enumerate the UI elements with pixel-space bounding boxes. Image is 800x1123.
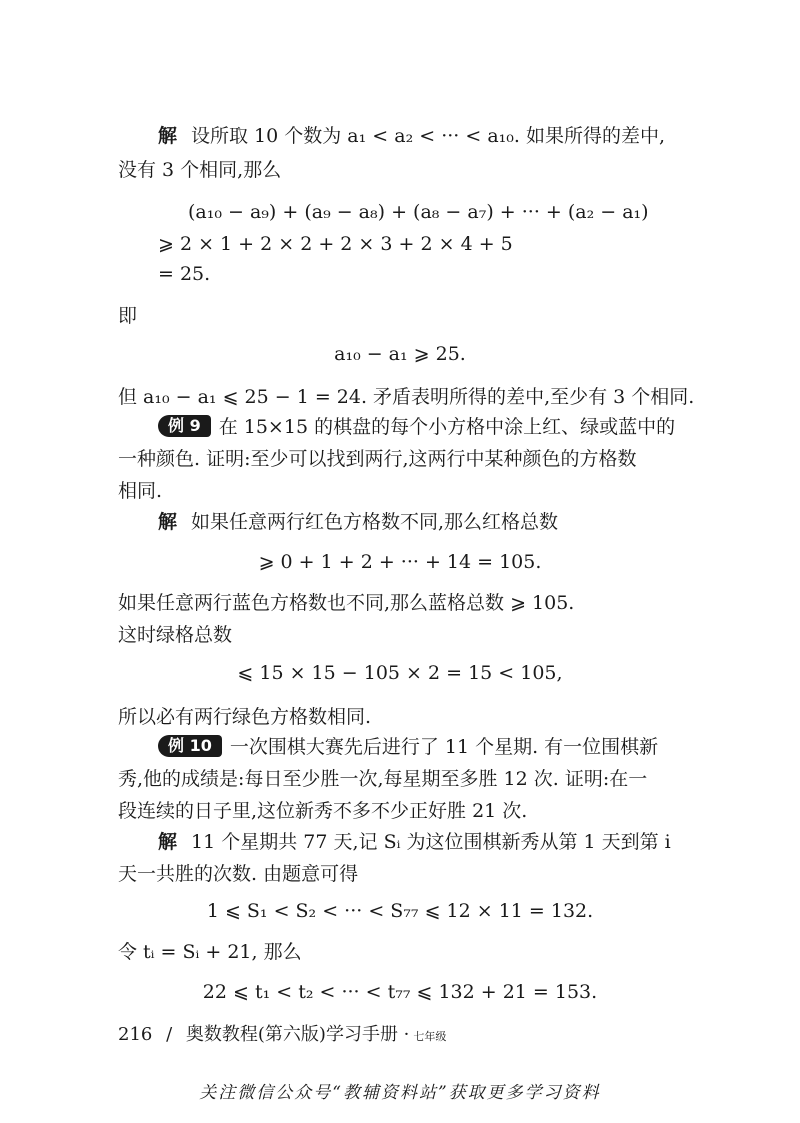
equation-line: ⩾ 2 × 1 + 2 × 2 + 2 × 3 + 2 × 4 + 5 [158,233,513,255]
example-9-line [158,413,730,441]
page-footer [118,1022,446,1050]
equation-line: ⩾ 0 + 1 + 2 + ··· + 14 = 105. [258,551,542,573]
text-line: 如果任意两行蓝色方格数也不同,那么蓝格总数 ⩾ 105. [118,592,575,614]
text-line: 令 tᵢ = Sᵢ + 21, 那么 [118,941,302,963]
solution-line-3 [158,828,730,856]
solution-line-2 [158,508,730,536]
solution-label: 解 [158,125,178,147]
text: 一次围棋大赛先后进行了 11 个星期. 有一位围棋新 [229,736,659,758]
text-line: 一种颜色. 证明:至少可以找到两行,这两行中某种颜色的方格数 [118,448,637,470]
equation-line: (a₁₀ − a₉) + (a₉ − a₈) + (a₈ − a₇) + ··· + (a₂ − a₁) [188,201,649,223]
text-line: 即 [118,305,138,327]
text: 如果任意两行红色方格数不同,那么红格总数 [191,511,559,533]
text-line: 但 a₁₀ − a₁ ⩽ 25 − 1 = 24. 矛盾表明所得的差中,至少有 3 个相同. [118,386,695,408]
text-line: 天一共胜的次数. 由题意可得 [118,863,359,885]
example-10-line [158,733,730,761]
grade-label: 七年级 [413,1030,447,1043]
text: 设所取 10 个数为 a₁ < a₂ < ··· < a₁₀. 如果所得的差中, [191,125,665,147]
text-line: 段连续的日子里,这位新秀不多不少正好胜 21 次. [118,800,528,822]
text-line: 所以必有两行绿色方格数相同. [118,706,372,728]
equation-line: a₁₀ − a₁ ⩾ 25. [334,343,466,365]
book-title: 奥数教程(第六版)学习手册 · [185,1024,410,1045]
page-number: 216 [118,1024,153,1045]
text: 在 15×15 的棋盘的每个小方格中涂上红、绿或蓝中的 [218,416,676,438]
solution-line-1 [158,122,730,150]
example-badge: 例 10 [158,735,222,757]
solution-label: 解 [158,831,178,853]
example-badge: 例 9 [158,415,211,437]
text-line: 相同. [118,480,163,502]
equation-line: 1 ⩽ S₁ < S₂ < ··· < S₇₇ ⩽ 12 × 11 = 132. [206,900,594,922]
text-line: 没有 3 个相同,那么 [118,159,282,181]
equation-line: = 25. [158,263,211,285]
watermark-banner: 关注微信公众号“教辅资料站”获取更多学习资料 [199,1083,601,1103]
equation-line: 22 ⩽ t₁ < t₂ < ··· < t₇₇ ⩽ 132 + 21 = 153. [202,981,598,1003]
text: 11 个星期共 77 天,记 Sᵢ 为这位围棋新秀从第 1 天到第 i [191,831,671,853]
solution-label: 解 [158,511,178,533]
text-line: 秀,他的成绩是:每日至少胜一次,每星期至多胜 12 次. 证明:在一 [118,768,648,790]
equation-line: ⩽ 15 × 15 − 105 × 2 = 15 < 105, [237,662,563,684]
text-line: 这时绿格总数 [118,624,233,646]
footer-separator: / [166,1024,173,1045]
